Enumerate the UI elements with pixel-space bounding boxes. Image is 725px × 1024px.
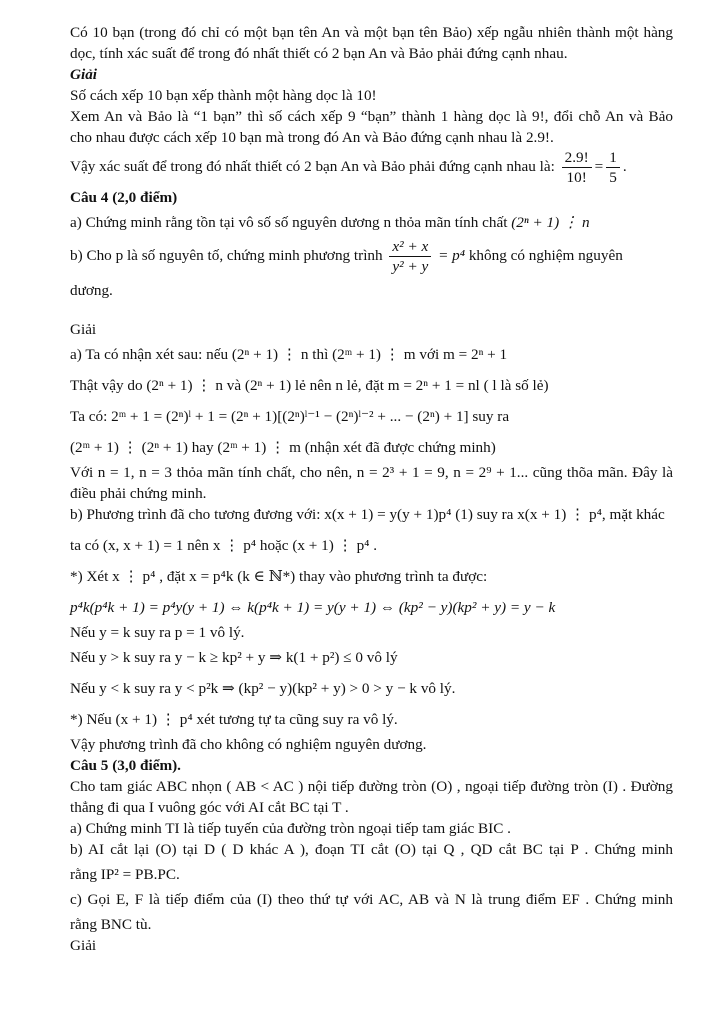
problem3-solution-line2: Xem An và Bảo là “1 bạn” thì số cách xếp 9 “bạn” thành 1 hàng dọc là 9!, đổi chỗ An và Bảo (70, 108, 673, 125)
equation-fraction (389, 237, 431, 276)
problem5-line1: Cho tam giác ABC nhọn ( AB < AC ) nội tiếp đường tròn (O) , ngoại tiếp đường tròn (I) . Đường (70, 778, 673, 795)
problem4-solution-label: Giải (70, 321, 97, 338)
problem3-statement-line1: Có 10 bạn (trong đó chỉ có một bạn tên An và một bạn tên Bảo) xếp ngẫu nhiên thành một hàng (70, 24, 673, 41)
problem4-solution-line7: b) Phương trình đã cho tương đương với: x(x + 1) = y(y + 1)p⁴ (1) suy ra x(x + 1) ⋮ p⁴, mặt khác (70, 506, 665, 523)
problem3-solution-line3: cho nhau được cách xếp 10 bạn mà trong đó An và Bảo đứng cạnh nhau là 2.9!. (70, 129, 554, 146)
problem4-solution-line5: Với n = 1, n = 3 thỏa mãn tính chất, cho nên, n = 2³ + 1 = 9, n = 2⁹ + 1... cũng thõa mãn. Đây là (70, 464, 673, 481)
problem5-line2: thẳng đi qua I vuông góc với AI cắt BC tại T . (70, 799, 349, 816)
problem5-line7: rằng BNC tù. (70, 916, 152, 933)
problem4-solution-line1: a) Ta có nhận xét sau: nếu (2ⁿ + 1) ⋮ n thì (2ᵐ + 1) ⋮ m với m = 2ⁿ + 1 (70, 346, 508, 363)
problem4-solution-line12: Nếu y > k suy ra y − k ≥ kp² + y ⇒ k(1 + p²) ≤ 0 vô lý (70, 649, 398, 666)
problem3-solution-label: Giải (70, 66, 98, 83)
equation-rhs: = p⁴ (438, 246, 466, 264)
problem5-line4: b) AI cắt lại (O) tại D ( D khác A ), đoạn TI cắt (O) tại Q , QD cắt BC tại P . Chứng minh (70, 841, 673, 858)
problem4-solution-line8: ta có (x, x + 1) = 1 nên x ⋮ p⁴ hoặc (x + 1) ⋮ p⁴ . (70, 537, 378, 554)
problem5-heading: Câu 5 (3,0 điểm). (70, 757, 181, 774)
problem4-solution-line13: Nếu y < k suy ra y < p²k ⇒ (kp² − y)(kp² + y) > 0 > y − k vô lý. (70, 680, 456, 697)
part-b-text: b) Cho p là số nguyên tố, chứng minh phương trình (70, 246, 383, 264)
fraction-2-denominator: 5 (609, 169, 617, 186)
problem4-part-b-line2: dương. (70, 282, 113, 299)
equation-denominator: y² + y (392, 258, 429, 275)
probability-fraction-1 (562, 148, 592, 187)
fraction-1-numerator: 2.9! (562, 148, 592, 168)
problem5-line6: c) Gọi E, F là tiếp điểm của (I) theo thứ tự với AC, AB và N là trung điểm EF . Chứng minh (70, 891, 673, 908)
problem4-solution-line4: (2ᵐ + 1) ⋮ (2ⁿ + 1) hay (2ᵐ + 1) ⋮ m (nhận xét đã được chứng minh) (70, 439, 496, 456)
part-b-text-end: không có nghiệm nguyên (468, 246, 623, 264)
problem4-part-b (70, 237, 673, 276)
problem4-solution-line10: p⁴k(p⁴k + 1) = p⁴y(y + 1) ⇔ k(p⁴k + 1) = y(y + 1) ⇔ (kp² − y)(kp² + y) = y − k (70, 599, 556, 616)
part-a-expression: (2ⁿ + 1) ⋮ n (511, 214, 590, 231)
problem3-statement-line2: dọc, tính xác suất để trong đó nhất thiết có 2 bạn An và Bảo phải đứng cạnh nhau. (70, 45, 568, 62)
problem5-solution-label: Giải (70, 937, 97, 954)
equation-numerator: x² + x (389, 237, 431, 257)
problem3-solution-line1: Số cách xếp 10 bạn xếp thành một hàng dọc là 10! (70, 87, 377, 104)
fraction-2-numerator: 1 (606, 148, 620, 168)
problem4-heading: Câu 4 (2,0 điểm) (70, 189, 178, 206)
problem4-part-a (70, 212, 673, 233)
probability-fraction-2 (606, 148, 620, 187)
problem5-line3: a) Chứng minh TI là tiếp tuyến của đường tròn ngoại tiếp tam giác BIC . (70, 820, 511, 837)
problem4-solution-line9: *) Xét x ⋮ p⁴ , đặt x = p⁴k (k ∈ ℕ*) thay vào phương trình ta được: (70, 568, 488, 585)
problem4-solution-line11: Nếu y = k suy ra p = 1 vô lý. (70, 624, 245, 641)
problem4-solution-line14: *) Nếu (x + 1) ⋮ p⁴ xét tương tự ta cũng suy ra vô lý. (70, 711, 398, 728)
problem4-solution-line6: điều phải chứng minh. (70, 485, 207, 502)
part-a-text: a) Chứng minh rằng tồn tại vô số số nguyên dương n thỏa mãn tính chất (70, 214, 508, 231)
probability-text: Vậy xác suất để trong đó nhất thiết có 2 bạn An và Bảo phải đứng cạnh nhau là: (70, 157, 555, 175)
problem5-line5: rằng IP² = PB.PC. (70, 866, 180, 883)
fraction-1-denominator: 10! (566, 169, 587, 186)
problem4-solution-line3: Ta có: 2ᵐ + 1 = (2ⁿ)ˡ + 1 = (2ⁿ + 1)[(2ⁿ)ˡ⁻¹ − (2ⁿ)ˡ⁻² + ... − (2ⁿ) + 1] suy ra (70, 408, 510, 425)
problem3-probability-line: Vậy xác suất để trong đó nhất thiết có 2 bạn An và Bảo phải đứng cạnh nhau là: $\frac{2.9!}{10!}$ = $\frac{1}{5}$ . (70, 149, 627, 186)
problem4-solution-line15: Vậy phương trình đã cho không có nghiệm nguyên dương. (70, 736, 427, 753)
problem4-solution-line2: Thật vậy do (2ⁿ + 1) ⋮ n và (2ⁿ + 1) lẻ nên n lẻ, đặt m = 2ⁿ + 1 = nl ( l là số lẻ) (70, 377, 549, 394)
